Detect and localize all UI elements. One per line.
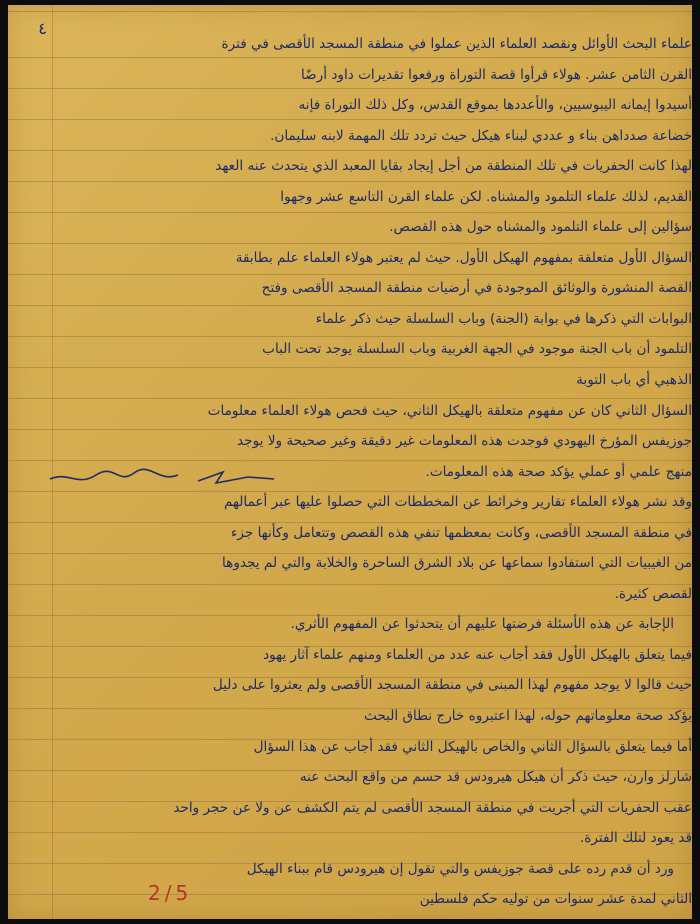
text-line: الإجابة عن هذه الأسئلة فرضتها عليهم أن يتحدثوا عن المفهوم الأثري. xyxy=(290,616,674,633)
text-line: جوزيفس المؤرخ اليهودي فوجدت هذه المعلومات غير دقيقة وغير صحيحة ولا يوجد xyxy=(237,433,692,450)
text-line: من الغيبيات التي استفادوا سماعها عن بلاد الشرق الساحرة والخلابة والتي لم يجدوها xyxy=(222,555,692,572)
text-line: البوابات التي ذكرها في بوابة (الجنة) وباب السلسلة حيث ذكر علماء xyxy=(315,310,692,327)
notebook-page xyxy=(8,5,692,919)
text-line: قد يعود لتلك الفترة. xyxy=(579,830,692,847)
text-line: منهج علمي أو عملي يؤكد صحة هذه المعلومات. xyxy=(425,463,692,480)
text-line: فيما يتعلق بالهيكل الأول فقد أجاب عنه عدد من العلماء ومنهم علماء آثار يهود xyxy=(263,646,692,663)
text-line: السؤال الأول متعلقة بمفهوم الهيكل الأول. حيث لم يعتبر هولاء العلماء علم بطابقة xyxy=(235,249,692,266)
scribble-strikethrough xyxy=(48,467,278,489)
text-line: أما فيما يتعلق بالسؤال الثاني والخاص بالهيكل الثاني فقد أجاب عن هذا السؤال xyxy=(253,738,692,755)
text-line: القصة المنشورة والوثائق الموجودة في أرضيات منطقة المسجد الأقصى وفتح xyxy=(261,280,692,297)
text-line: شارلز وارن، حيث ذكر أن هيكل هيرودس قد حسم من واقع البحث عنه xyxy=(299,769,692,786)
text-line: أسيدوا إيمانه اليبوسيين، والأعددها بموقع القدس، وكل ذلك التوراة فإنه xyxy=(298,97,692,114)
corner-page-mark: ٤ xyxy=(36,18,48,39)
text-line: لقصص كثيرة. xyxy=(614,585,692,602)
text-line: خضاعة صدداهن بناء و عددي لبناء هيكل حيث تردد تلك المهمة لابنه سليمان. xyxy=(270,127,692,144)
footer-page-number: 2/5 xyxy=(148,881,193,905)
text-line: في منطقة المسجد الأقصى، وكانت بمعظمها تنفي هذه القصص وتتعامل وكأنها جزء xyxy=(230,524,692,541)
text-line: الثاني لمدة عشر سنوات من توليه حكم فلسطين xyxy=(419,891,692,908)
text-line: القديم، لذلك علماء التلمود والمشناه. لكن علماء القرن التاسع عشر وجهوا xyxy=(280,188,692,205)
text-line: علماء البحث الأوائل ونقصد العلماء الذين عملوا في منطقة المسجد الأقصى في فترة xyxy=(221,36,692,52)
text-line: وقد نشر هولاء العلماء تقارير وخرائط عن المخططات التي حصلوا عليها عبر أعمالهم xyxy=(223,494,692,511)
text-line: ورد أن قدم رده على قصة جوزيفس والتي تقول إن هيرودس قام ببناء الهيكل xyxy=(246,860,674,877)
text-line: لهذا كانت الحفريات في تلك المنطقة من أجل إيجاد بقايا المعبد الذي يتحدث عنه العهد xyxy=(215,158,692,175)
text-line: الذهبي أي باب التوبة xyxy=(576,372,692,389)
text-line: القرن الثامن عشر. هولاء قرأوا قصة التوراة ورفعوا تقديرات داود أرضًا xyxy=(301,66,692,83)
text-line: التلمود أن باب الجنة موجود في الجهة الغربية وباب السلسلة يوجد تحت الباب xyxy=(262,341,692,358)
text-line: السؤال الثاني كان عن مفهوم متعلقة بالهيكل الثاني، حيث فحص هولاء العلماء معلومات xyxy=(207,402,692,419)
text-line: عقب الحفريات التي أجريت في منطقة المسجد الأقصى لم يتم الكشف عن ولا عن حجر واحد xyxy=(173,799,692,816)
text-line: يؤكد صحة معلوماتهم حوله، لهذا اعتبروه خارج نطاق البحث xyxy=(364,708,692,725)
text-line: حيث قالوا لا يوجد مفهوم لهذا المبنى في منطقة المسجد الأقصى ولم يعثروا على دليل xyxy=(212,677,692,694)
text-line: سؤالين إلى علماء التلمود والمشناه حول هذه القصص. xyxy=(389,219,692,236)
